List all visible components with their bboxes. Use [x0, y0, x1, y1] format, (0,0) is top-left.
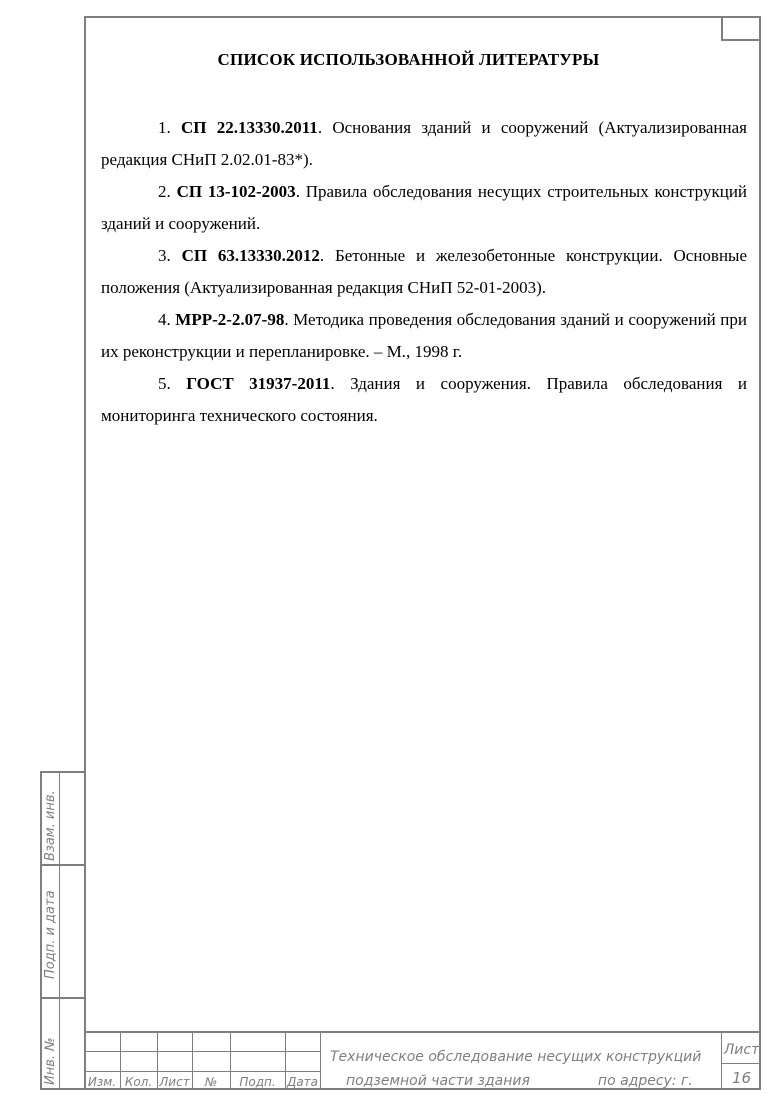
title-block [84, 1031, 761, 1090]
side-stamp-row-divider [42, 997, 84, 999]
reference-code: СП 13-102-2003 [176, 182, 296, 201]
sheet-label: Лист [723, 1042, 760, 1058]
corner-box [721, 16, 761, 41]
reference-code: СП 22.13330.2011 [181, 118, 318, 137]
reference-item: 2. СП 13-102-2003. Правила обследования несущих строительных конструкций зданий и сооружений. [101, 182, 748, 233]
column-label-data: Дата [286, 1075, 319, 1089]
page-title: СПИСОК ИСПОЛЬЗОВАННОЙ ЛИТЕРАТУРЫ [217, 50, 600, 69]
column-label-kol: Кол. [124, 1075, 153, 1089]
side-label-vzam-inv: Взам. инв. [43, 790, 58, 861]
side-stamp-row-divider [42, 864, 84, 866]
reference-code: МРР-2-2.07-98 [175, 310, 285, 329]
reference-item: 3. СП 63.13330.2012. Бетонные и железобетонные конструкции. Основные положения (Актуализированная редакция СНиП 52-01-2003). [101, 246, 748, 297]
reference-list [101, 112, 747, 432]
side-stamp-divider [59, 773, 60, 1088]
reference-item: 4. МРР-2-2.07-98. Методика проведения обследования зданий и сооружений при их реконструкции и перепланировке. – М., 1998 г. [101, 310, 748, 361]
side-stamp [40, 771, 86, 1090]
reference-item: 1. СП 22.13330.2011. Основания зданий и сооружений (Актуализированная редакция СНиП 2.02.01-83*). [101, 118, 747, 169]
reference-code: ГОСТ 31937-2011 [186, 374, 331, 393]
column-label-podp: Подп. [239, 1075, 276, 1089]
column-label-izm: Изм. [87, 1075, 117, 1089]
side-label-inv-no: Инв. № [43, 1037, 58, 1085]
reference-item: 5. ГОСТ 31937-2011. Здания и сооружения. Правила обследования и мониторинга технического состояния. [101, 374, 747, 425]
document-title: Техническое обследование несущих конструкций подземной части здания по адресу: г. [330, 1049, 702, 1089]
column-label-list: Лист [159, 1075, 190, 1089]
reference-code: СП 63.13330.2012 [181, 246, 320, 265]
sheet-number: 16 [731, 1069, 752, 1087]
side-label-podp-data: Подп. и дата [43, 890, 58, 979]
column-label-no: № [204, 1075, 218, 1089]
